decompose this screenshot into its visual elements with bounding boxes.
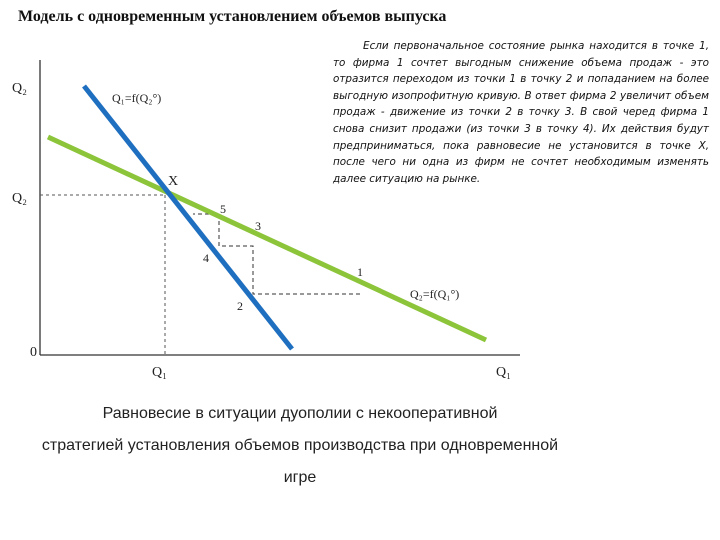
explanation-text: Если первоначальное состояние рынка находится в точке 1, то фирма 1 сочтет выгодным снижение объема продаж - это отразится переходом из точки 1 в точку 2 и попаданием на более выгодную изопрофитную кривую. В ответ фирма 2 увеличит объем продаж - движение из точки 2 в точку 3. В свой черед фирма 1 снова снизит продажи (из точки 3 в точку 4). Их действия будут предприниматься, пока равновесие не установится в точке X, после чего ни одна из фирм не сочтет необходимым изменять далее ситуацию на рынке. <box>333 40 709 185</box>
point-label-1: 1 <box>357 265 363 279</box>
caption-line-3: игре <box>283 469 317 486</box>
caption-line-1: Равновесие в ситуации дуополии с некооперативной <box>102 405 498 422</box>
point-label-5: 5 <box>220 202 226 216</box>
point-label-2: 2 <box>237 299 243 313</box>
reaction-curve-firm1 <box>84 86 292 349</box>
figure-caption <box>0 398 600 494</box>
point-label-3: 3 <box>255 219 261 233</box>
reaction2-label: Q₂=f(Q₁°) <box>410 287 460 301</box>
point-label-4: 4 <box>203 251 209 265</box>
equilibrium-label: X <box>168 174 179 189</box>
x-tick-label: Q₁ <box>152 365 167 380</box>
origin-label: 0 <box>30 345 37 360</box>
y-tick-label: Q₂ <box>12 191 27 206</box>
slide-title: Модель с одновременным установлением объемов выпуска <box>18 8 447 25</box>
caption-line-2: стратегией установления объемов производства при одновременной <box>41 437 559 454</box>
y-axis-label: Q₂ <box>12 81 27 96</box>
reaction1-label: Q₁=f(Q₂°) <box>112 91 162 105</box>
x-axis-label: Q₁ <box>496 365 511 380</box>
